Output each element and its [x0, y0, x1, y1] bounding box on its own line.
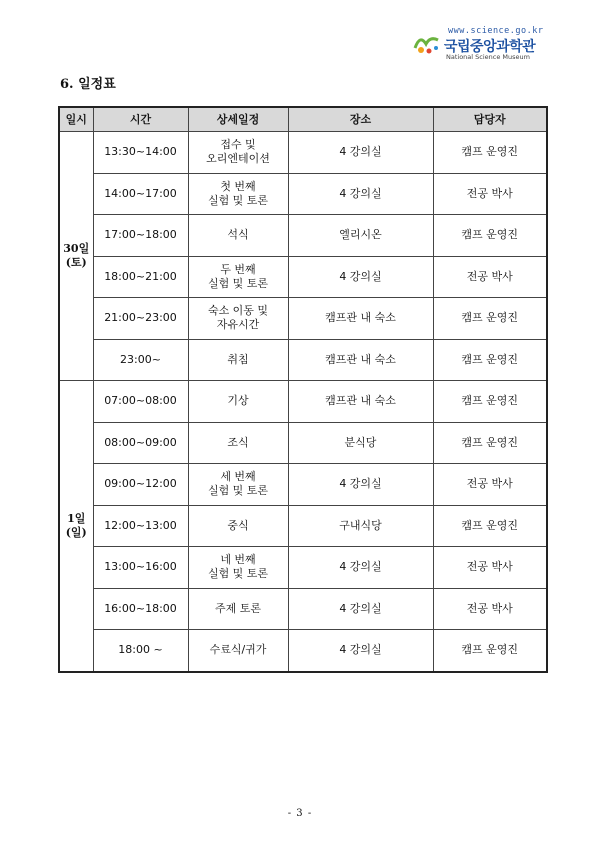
detail-line: 조식 [227, 435, 249, 449]
detail-line: 수료식/귀가 [209, 643, 267, 657]
detail-line: 세 번째 [220, 470, 256, 484]
staff-cell: 캠프 운영진 [433, 298, 547, 340]
staff-cell: 캠프 운영진 [433, 505, 547, 547]
detail-cell [188, 256, 288, 298]
detail-line: 실험 및 토론 [207, 567, 269, 581]
time-cell: 23:00~ [93, 339, 188, 381]
staff-cell: 전공 박사 [433, 256, 547, 298]
time-cell: 16:00~18:00 [93, 588, 188, 630]
table-row [59, 422, 547, 464]
detail-line: 석식 [227, 228, 249, 242]
day-weekday: (토) [65, 256, 87, 269]
detail-cell [188, 298, 288, 340]
schedule-body [59, 132, 547, 672]
detail-line: 기상 [227, 394, 249, 408]
staff-cell: 캠프 운영진 [433, 339, 547, 381]
table-row [59, 339, 547, 381]
detail-cell [188, 422, 288, 464]
time-cell: 18:00~21:00 [93, 256, 188, 298]
detail-line: 주제 토론 [214, 601, 261, 615]
place-cell: 캠프관 내 숙소 [288, 339, 433, 381]
detail-cell [188, 505, 288, 547]
detail-line: 실험 및 토론 [207, 276, 269, 290]
table-header-row [59, 107, 547, 132]
detail-line: 실험 및 토론 [207, 193, 269, 207]
staff-cell: 캠프 운영진 [433, 132, 547, 174]
detail-line: 실험 및 토론 [207, 484, 269, 498]
logo-url: www.science.go.kr [448, 26, 544, 36]
page-number: - 3 - [287, 808, 313, 819]
time-cell: 13:00~16:00 [93, 547, 188, 589]
time-cell: 12:00~13:00 [93, 505, 188, 547]
detail-line: 중식 [227, 518, 249, 532]
place-cell: 4 강의실 [288, 256, 433, 298]
staff-cell: 캠프 운영진 [433, 215, 547, 257]
place-cell: 4 강의실 [288, 547, 433, 589]
detail-line: 취침 [227, 352, 249, 366]
place-cell: 4 강의실 [288, 173, 433, 215]
logo-mark-icon [412, 32, 442, 56]
staff-cell: 전공 박사 [433, 547, 547, 589]
detail-cell [188, 630, 288, 672]
staff-cell: 전공 박사 [433, 464, 547, 506]
detail-cell [188, 464, 288, 506]
day-cell [59, 381, 93, 672]
table-row [59, 464, 547, 506]
day-label: 1일 [67, 511, 86, 525]
header-date: 일시 [59, 107, 93, 132]
detail-line: 오리엔테이션 [206, 152, 270, 166]
header-time: 시간 [93, 107, 188, 132]
staff-cell: 캠프 운영진 [433, 381, 547, 423]
day-weekday: (일) [65, 525, 87, 539]
section-title: 6. 일정표 [60, 77, 116, 92]
staff-cell: 캠프 운영진 [433, 630, 547, 672]
place-cell: 4 강의실 [288, 132, 433, 174]
place-cell: 캠프관 내 숙소 [288, 381, 433, 423]
time-cell: 21:00~23:00 [93, 298, 188, 340]
table-row [59, 215, 547, 257]
detail-line: 네 번째 [220, 553, 256, 567]
table-row [59, 505, 547, 547]
museum-logo [412, 26, 562, 62]
logo-org-english: National Science Museum [446, 53, 530, 61]
time-cell: 08:00~09:00 [93, 422, 188, 464]
table-row [59, 381, 547, 423]
time-cell: 13:30~14:00 [93, 132, 188, 174]
detail-cell [188, 547, 288, 589]
staff-cell: 전공 박사 [433, 173, 547, 215]
table-row [59, 256, 547, 298]
detail-cell [188, 173, 288, 215]
staff-cell: 전공 박사 [433, 588, 547, 630]
detail-line: 접수 및 [220, 138, 256, 152]
logo-org-korean: 국립중앙과학관 [444, 39, 536, 55]
detail-cell [188, 381, 288, 423]
detail-cell [188, 588, 288, 630]
place-cell: 엘리시온 [288, 215, 433, 257]
detail-cell [188, 339, 288, 381]
schedule-table [58, 106, 548, 673]
detail-line: 자유시간 [216, 318, 260, 332]
header-detail: 상세일정 [188, 107, 288, 132]
time-cell: 18:00 ~ [93, 630, 188, 672]
place-cell: 분식당 [288, 422, 433, 464]
detail-cell [188, 132, 288, 174]
time-cell: 14:00~17:00 [93, 173, 188, 215]
table-row [59, 132, 547, 174]
table-row [59, 298, 547, 340]
time-cell: 17:00~18:00 [93, 215, 188, 257]
header-staff: 담당자 [433, 107, 547, 132]
detail-cell [188, 215, 288, 257]
day-cell [59, 132, 93, 381]
detail-line: 숙소 이동 및 [207, 304, 269, 318]
day-label: 30일 [63, 242, 90, 255]
time-cell: 07:00~08:00 [93, 381, 188, 423]
place-cell: 구내식당 [288, 505, 433, 547]
place-cell: 4 강의실 [288, 630, 433, 672]
header-place: 장소 [288, 107, 433, 132]
table-row [59, 173, 547, 215]
place-cell: 4 강의실 [288, 588, 433, 630]
place-cell: 4 강의실 [288, 464, 433, 506]
detail-line: 두 번째 [220, 262, 256, 276]
time-cell: 09:00~12:00 [93, 464, 188, 506]
table-row [59, 547, 547, 589]
place-cell: 캠프관 내 숙소 [288, 298, 433, 340]
detail-line: 첫 번째 [220, 179, 256, 193]
table-row [59, 588, 547, 630]
staff-cell: 캠프 운영진 [433, 422, 547, 464]
table-row [59, 630, 547, 672]
